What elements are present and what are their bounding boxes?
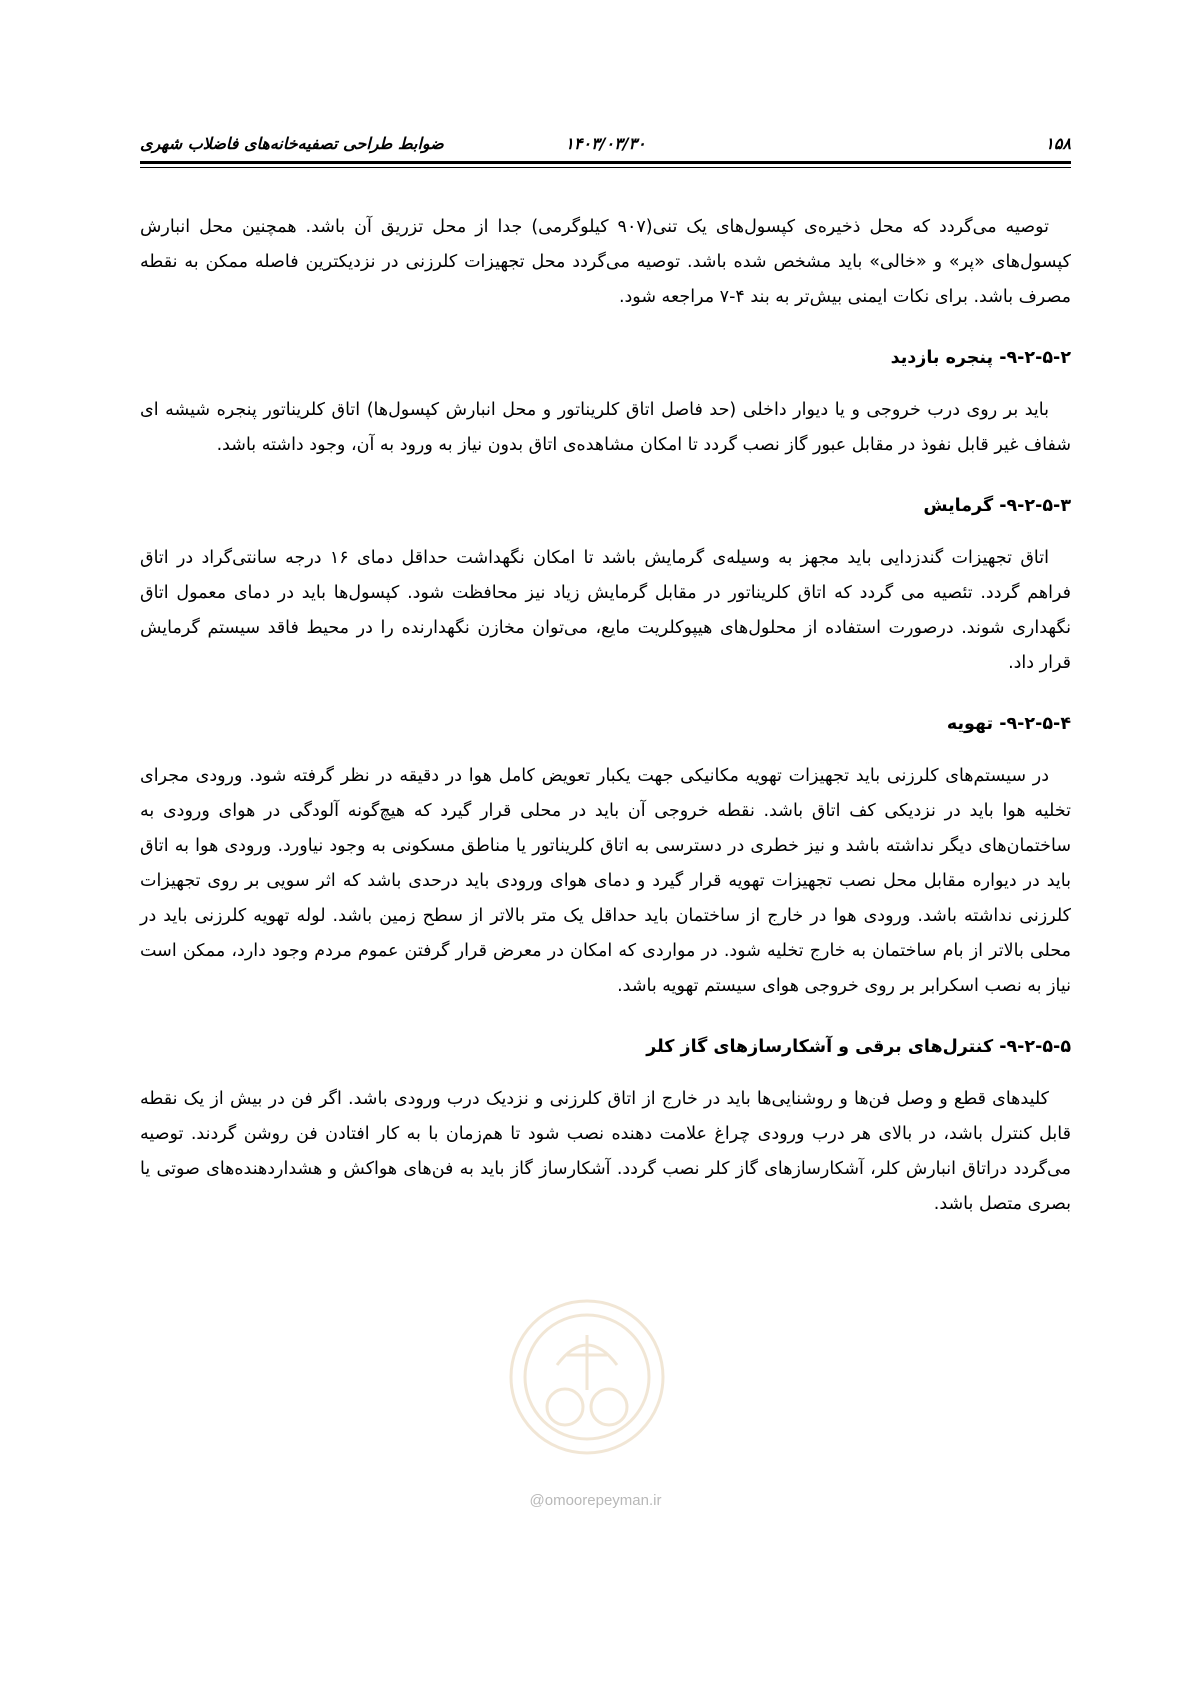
paragraph: باید بر روی درب خروجی و یا دیوار داخلی (حد فاصل اتاق کلریناتور و محل انبارش کپسول‌ها) اتاق کلریناتور پنجره شیشه ای شفاف غیر قابل نفوذ در مقابل عبور گاز نصب گردد تا امکان مشاهده‌ی اتاق بدون نیاز به ورود به آن، وجود داشته باشد. — [140, 400, 1071, 455]
header-rule-thick — [140, 161, 1071, 164]
header-rule-thin — [140, 167, 1071, 168]
section-heading: ۹-۲-۵-۳- گرمایش — [923, 496, 1071, 516]
header-date: ۱۴۰۳/۰۳/۳۰ — [565, 134, 646, 153]
paragraph: اتاق تجهیزات گندزدایی باید مجهز به وسیله‌ی گرمایش باشد تا امکان نگهداشت حداقل دمای ۱۶ درجه سانتی‌گراد در اتاق فراهم گردد. تئصیه می گردد که اتاق کلریناتور در مقابل گرمایش زیاد نیز محافظت شود. کپسول‌ها باید در دمای معمول اتاق نگهداری شوند. درصورت استفاده از محلول‌های هیپوکلریت مایع، می‌توان مخازن نگهدارنده را در محیط فاقد سیستم گرمایش قرار داد. — [140, 548, 1071, 673]
paragraph: در سیستم‌های کلرزنی باید تجهیزات تهویه مکانیکی جهت یکبار تعویض کامل هوا در دقیقه در نظر گرفته شود. ورودی مجرای تخلیه هوا باید در نزدیکی کف اتاق باشد. نقطه خروجی آن باید در محلی قرار گیرد که هیچ‌گونه آلودگی در هوای ورودی به ساختمان‌های دیگر نداشته باشد و نیز خطری در دسترسی به اتاق کلریناتور یا مناطق مسکونی به وجود نیاورد. ورودی هوا به اتاق باید در دیواره مقابل محل نصب تجهیزات تهویه قرار گیرد و دمای هوای ورودی باید درحدی باشد که اثر سویی بر روی تجهیزات کلرزنی نداشته باشد. ورودی هوا در خارج از ساختمان باید حداقل یک متر بالاتر از سطح زمین باشد. لوله تهویه کلرزنی باید در محلی بالاتر از بام ساختمان به خارج تخلیه شود. در مواردی که امکان در معرض قرار گرفتن عموم مردم وجود دارد، ممکن است نیاز به نصب اسکرابر بر روی خروجی هوای سیستم تهویه باشد. — [140, 766, 1071, 996]
section-heading: ۹-۲-۵-۲- پنجره بازدید — [890, 348, 1071, 368]
paragraph: توصیه می‌گردد که محل ذخیره‌ی کپسول‌های یک تنی(۹۰۷ کیلوگرمی) جدا از محل تزریق آن باشد. همچنین محل انبارش کپسول‌های «پر» و «خالی» باید مشخص شده باشد. توصیه می‌گردد محل تجهیزات کلرزنی در نزدیکترین فاصله ممکن به نقطه مصرف باشد. برای نکات ایمنی بیش‌تر به بند ۴-۷ مراجعه شود. — [140, 217, 1071, 307]
section-heading: ۹-۲-۵-۴- تهویه — [946, 714, 1071, 734]
header-title: ضوابط طراحی تصفیه‌خانه‌های فاضلاب شهری — [140, 134, 444, 153]
body-content — [140, 210, 1071, 1250]
page-header — [140, 128, 1071, 158]
paragraph: کلیدهای قطع و وصل فن‌ها و روشنایی‌ها باید در خارج از اتاق کلرزنی و نزدیک درب ورودی باشد. اگر فن در بیش از یک نقطه قابل کنترل باشد، در بالای هر درب ورودی چراغ علامت دهنده نصب شود تا هم‌زمان با به کار افتادن فن روشن گردند. توصیه می‌گردد دراتاق انبارش کلر، آشکارسازهای گاز کلر نصب گردد. آشکارساز گاز باید به فن‌های هواکش و هشداردهنده‌های صوتی یا بصری متصل باشد. — [140, 1089, 1071, 1214]
watermark-site: @omoorepeyman.ir — [529, 1492, 662, 1509]
page-number: ۱۵۸ — [1045, 134, 1071, 153]
section-heading: ۹-۲-۵-۵- کنترل‌های برقی و آشکارسازهای گاز کلر — [646, 1037, 1071, 1057]
watermark-seal-icon — [505, 1295, 670, 1460]
